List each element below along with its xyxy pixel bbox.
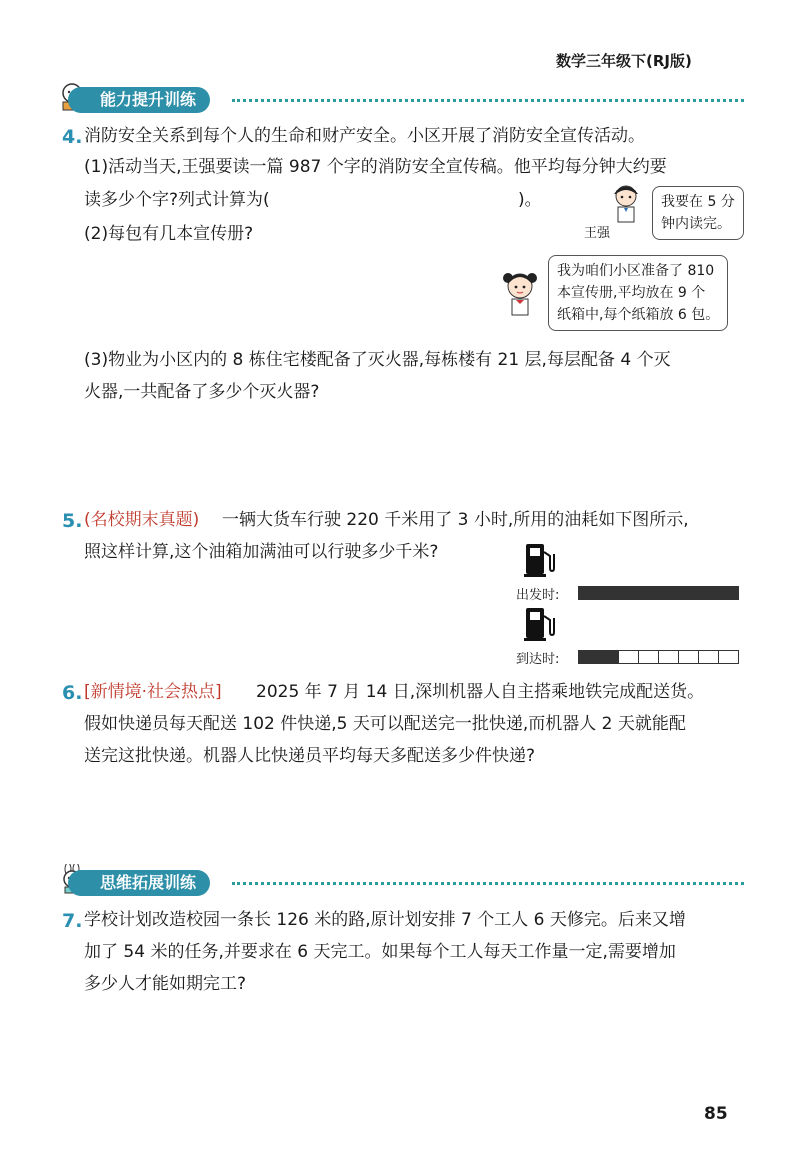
- gauge-cell: [639, 586, 659, 600]
- q4-p3-line1: (3)物业为小区内的 8 栋住宅楼配备了灭火器,每栋楼有 21 层,每层配备 4 个灭: [84, 350, 671, 370]
- fuel-gauge-depart: [578, 586, 739, 600]
- gauge-cell: [679, 650, 699, 664]
- bubble2-line2: 本宣传册,平均放在 9 个: [557, 285, 706, 301]
- banner-divider: [232, 99, 744, 102]
- q6-line2: 假如快递员每天配送 102 件快递,5 天可以配送完一批快递,而机器人 2 天就能配: [84, 714, 686, 734]
- gauge-cell: [659, 586, 679, 600]
- fuel-gauge-arrive: [578, 650, 739, 664]
- q4-p1-line1: (1)活动当天,王强要读一篇 987 个字的消防安全宣传稿。他平均每分钟大约要: [84, 157, 667, 177]
- bubble1-line2: 钟内读完。: [661, 216, 731, 232]
- gauge-cell: [659, 650, 679, 664]
- fuel-pump-icon: [522, 606, 556, 642]
- q4-p1-line2: 读多少个字?列式计算为(: [84, 190, 270, 210]
- gauge-cell: [599, 586, 619, 600]
- q7-line1: 学校计划改造校园一条长 126 米的路,原计划安排 7 个工人 6 天修完。后来又增: [84, 910, 686, 930]
- gauge-cell: [578, 586, 599, 600]
- question-number: 6.: [62, 682, 83, 704]
- q6-line3: 送完这批快递。机器人比快递员平均每天多配送多少件快递?: [84, 746, 536, 766]
- gauge-cell: [599, 650, 619, 664]
- bubble1-line1: 我要在 5 分: [661, 194, 735, 210]
- bubble2-line1: 我为咱们小区准备了 810: [557, 263, 715, 279]
- q7-line2: 加了 54 米的任务,并要求在 6 天完工。如果每个工人每天工作量一定,需要增加: [84, 942, 676, 962]
- speech-bubble-wangqiang: [652, 186, 744, 240]
- book-title: 数学三年级下(RJ版): [556, 52, 692, 70]
- q6-line1: 2025 年 7 月 14 日,深圳机器人自主搭乘地铁完成配送货。: [256, 682, 705, 702]
- gauge-cell: [699, 586, 719, 600]
- boy-figure-icon: [608, 180, 644, 224]
- q4-p1-line2-close: )。: [518, 190, 542, 210]
- question-number: 5.: [62, 510, 83, 532]
- gauge-cell: [578, 650, 599, 664]
- fuel-pump-icon: [522, 542, 556, 578]
- speech-bubble-girl: [548, 255, 728, 331]
- q5-tag: (名校期末真题): [84, 510, 200, 530]
- gauge-cell: [619, 650, 639, 664]
- bubble2-line3: 纸箱中,每个纸箱放 6 包。: [557, 307, 720, 323]
- gauge-cell: [699, 650, 719, 664]
- question-number: 4.: [62, 126, 83, 148]
- q4-p2: (2)每包有几本宣传册?: [84, 224, 254, 244]
- gauge-cell: [639, 650, 659, 664]
- arrive-label: 到达时:: [516, 652, 560, 667]
- page-number: 85: [704, 1104, 728, 1124]
- section-banner-ability: 能力提升训练: [68, 87, 210, 113]
- section-banner-thinking: 思维拓展训练: [68, 870, 210, 896]
- q5-line2: 照这样计算,这个油箱加满油可以行驶多少千米?: [84, 542, 439, 562]
- q7-line3: 多少人才能如期完工?: [84, 974, 247, 994]
- q4-intro: 消防安全关系到每个人的生命和财产安全。小区开展了消防安全宣传活动。: [84, 126, 645, 146]
- gauge-cell: [719, 586, 739, 600]
- gauge-cell: [619, 586, 639, 600]
- q5-line1: 一辆大货车行驶 220 千米用了 3 小时,所用的油耗如下图所示,: [222, 510, 689, 530]
- depart-label: 出发时:: [516, 588, 560, 603]
- banner-divider: [232, 882, 744, 885]
- wangqiang-label: 王强: [584, 226, 611, 241]
- gauge-cell: [679, 586, 699, 600]
- girl-figure-icon: [500, 266, 540, 318]
- gauge-cell: [719, 650, 739, 664]
- question-number: 7.: [62, 910, 83, 932]
- q6-tag: [新情境·社会热点]: [84, 682, 222, 702]
- q4-p3-line2: 火器,一共配备了多少个灭火器?: [84, 382, 320, 402]
